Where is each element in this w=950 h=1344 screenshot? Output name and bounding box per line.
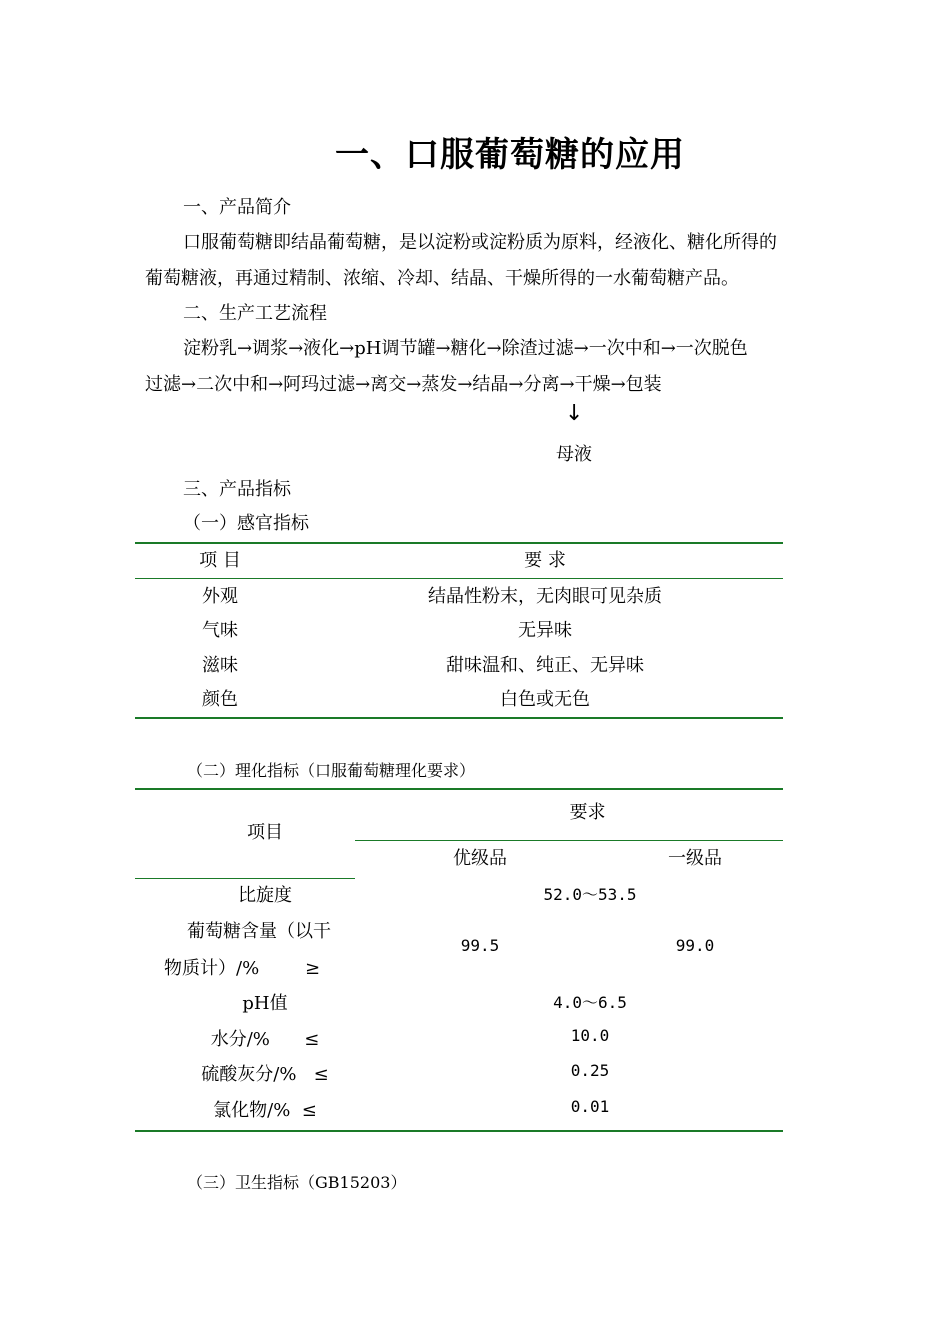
mother-liquor-label: 母液 (556, 444, 592, 465)
table-rule (135, 717, 783, 719)
process-flow-line: 淀粉乳→调浆→液化→pH调节罐→糖化→除渣过滤→一次中和→一次脱色 (183, 338, 748, 359)
table-header-grade-premium: 优级品 (453, 848, 507, 869)
table-header-requirement: 要 求 (524, 550, 566, 571)
table-cell-value: 52.0～53.5 (543, 885, 637, 904)
subheading-physicochemical: （二）理化指标（口服葡萄糖理化要求） (187, 761, 476, 780)
table-cell-item: 滋味 (202, 655, 238, 676)
table-rule (135, 788, 783, 790)
table-cell-item: 物质计）/% ≥ (164, 958, 321, 979)
table-cell-requirement: 白色或无色 (500, 689, 590, 710)
table-cell-item: 外观 (202, 586, 238, 607)
table-rule (135, 578, 783, 579)
table-header-item: 项 目 (199, 550, 241, 571)
table-header-requirement: 要求 (569, 802, 606, 823)
table-cell-item: 颜色 (202, 689, 238, 710)
table-cell-value: 0.25 (570, 1061, 610, 1080)
table-cell-item: 葡萄糖含量（以干 (187, 921, 331, 942)
table-cell-value: 10.0 (570, 1026, 610, 1045)
table-cell-value: 0.01 (570, 1097, 610, 1116)
section-heading-intro: 一、产品简介 (183, 197, 291, 218)
process-flow-line: 过滤→二次中和→阿玛过滤→离交→蒸发→结晶→分离→干燥→包装 (145, 374, 662, 395)
table-cell-value: 4.0～6.5 (553, 993, 627, 1012)
table-header-grade-first: 一级品 (668, 848, 722, 869)
table-rule (135, 1130, 783, 1132)
section-heading-process: 二、生产工艺流程 (183, 303, 327, 324)
intro-text-line: 葡萄糖液，再通过精制、浓缩、冷却、结晶、干燥所得的一水葡萄糖产品。 (145, 268, 739, 289)
table-cell-item: 氯化物/% ≤ (213, 1100, 317, 1121)
table-cell-requirement: 无异味 (518, 620, 572, 641)
down-arrow-icon: ↓ (565, 401, 584, 426)
table-cell-item: 气味 (202, 620, 238, 641)
table-cell-requirement: 甜味温和、纯正、无异味 (446, 655, 644, 676)
table-rule (135, 542, 783, 544)
intro-text-line: 口服葡萄糖即结晶葡萄糖，是以淀粉或淀粉质为原料，经液化、糖化所得的 (183, 232, 777, 253)
table-cell-value-first: 99.0 (675, 936, 715, 955)
table-cell-item: pH值 (242, 993, 288, 1014)
table-rule (135, 878, 355, 879)
table-cell-value-premium: 99.5 (460, 936, 500, 955)
page-title: 一、口服葡萄糖的应用 (335, 135, 685, 175)
table-cell-requirement: 结晶性粉末，无肉眼可见杂质 (428, 586, 662, 607)
table-cell-item: 水分/% ≤ (210, 1029, 320, 1050)
table-rule (355, 840, 783, 841)
subheading-hygiene: （三）卫生指标（GB15203） (187, 1173, 407, 1192)
table-cell-item: 硫酸灰分/% ≤ (201, 1064, 329, 1085)
section-heading-specs: 三、产品指标 (183, 479, 291, 500)
subheading-sensory: （一）感官指标 (183, 513, 309, 534)
table-cell-item: 比旋度 (238, 885, 292, 906)
table-header-item: 项目 (247, 822, 283, 843)
